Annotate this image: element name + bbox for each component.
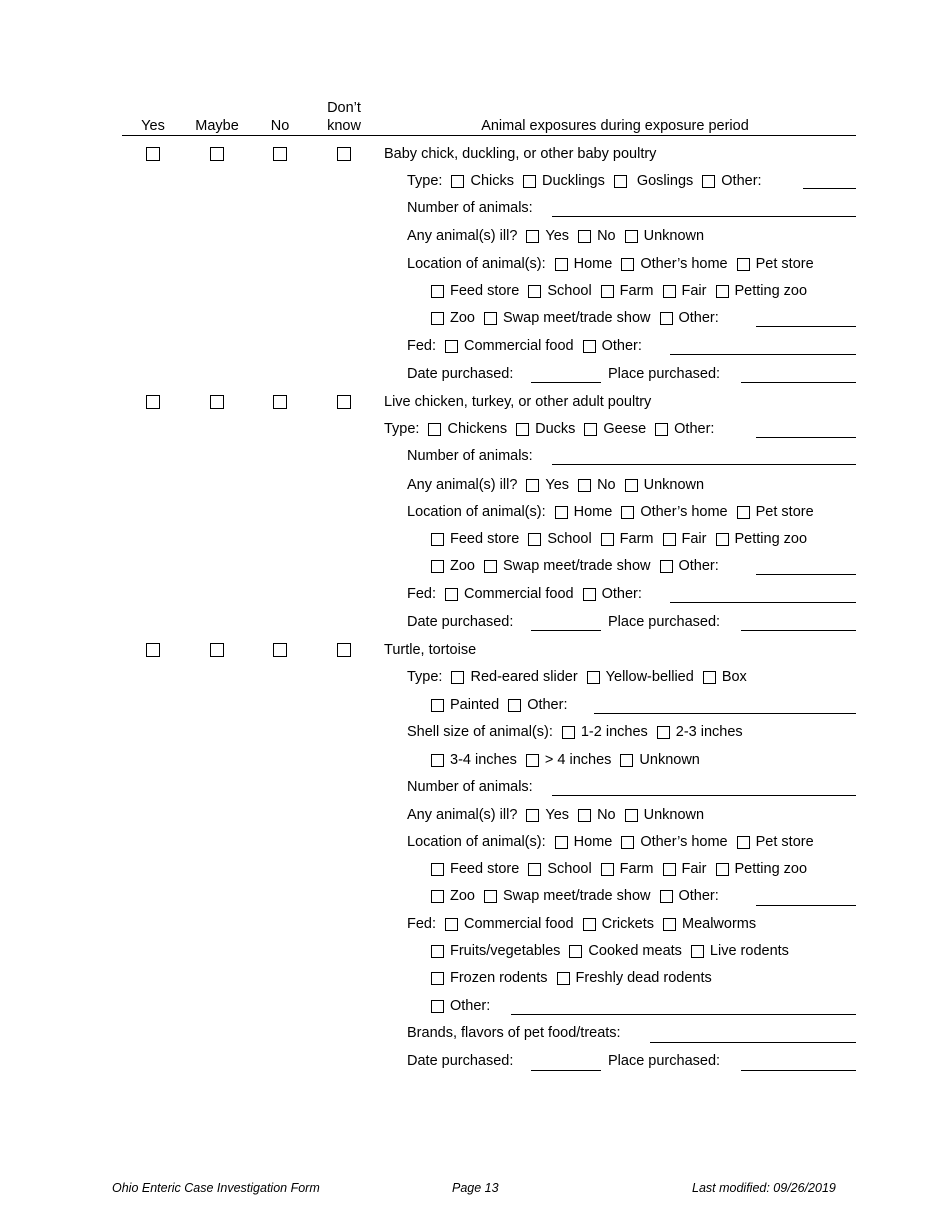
adult-fed-row: Fed: Commercial food Other: bbox=[407, 586, 642, 602]
adult-no-checkbox[interactable] bbox=[273, 395, 287, 409]
turtle-loc-swap-meet-checkbox[interactable] bbox=[484, 890, 497, 903]
header-no: No bbox=[270, 118, 290, 134]
turtle-fed-row1: Fed: Commercial food Crickets Mealworms bbox=[407, 916, 757, 932]
turtle-date-label: Date purchased: bbox=[407, 1053, 514, 1069]
chick-ill-unknown-checkbox[interactable] bbox=[625, 230, 638, 243]
chick-ill-row: Any animal(s) ill? Yes No Unknown bbox=[407, 228, 705, 244]
turtle-type-red-eared-checkbox[interactable] bbox=[451, 671, 464, 684]
turtle-fed-freshly-dead-checkbox[interactable] bbox=[557, 972, 570, 985]
turtle-shell-row1: Shell size of animal(s): 1-2 inches 2-3 inches bbox=[407, 724, 743, 740]
adult-loc-farm-checkbox[interactable] bbox=[601, 533, 614, 546]
turtle-maybe-checkbox[interactable] bbox=[210, 643, 224, 657]
adult-type-other-checkbox[interactable] bbox=[655, 423, 668, 436]
chick-date-field[interactable] bbox=[531, 382, 601, 383]
turtle-ill-row: Any animal(s) ill? Yes No Unknown bbox=[407, 807, 705, 823]
chick-fed-other-checkbox[interactable] bbox=[583, 340, 596, 353]
chick-loc-farm-checkbox[interactable] bbox=[601, 285, 614, 298]
turtle-loc-petting-zoo-checkbox[interactable] bbox=[716, 863, 729, 876]
chick-number-row: Number of animals: bbox=[407, 200, 533, 216]
chick-loc-others-home-checkbox[interactable] bbox=[621, 258, 634, 271]
chick-type-ducklings-label: Ducklings bbox=[541, 173, 605, 189]
chick-loc-feed-store-checkbox[interactable] bbox=[431, 285, 444, 298]
turtle-loc-school-checkbox[interactable] bbox=[528, 863, 541, 876]
turtle-place-label: Place purchased: bbox=[608, 1053, 721, 1069]
turtle-location-row2: Feed store School Farm Fair Petting zoo bbox=[431, 859, 807, 879]
chick-dont-know-checkbox[interactable] bbox=[337, 147, 351, 161]
chick-ill-no-checkbox[interactable] bbox=[578, 230, 591, 243]
adult-maybe-checkbox[interactable] bbox=[210, 395, 224, 409]
adult-yes-checkbox[interactable] bbox=[146, 395, 160, 409]
adult-loc-feed-store-checkbox[interactable] bbox=[431, 533, 444, 546]
chick-loc-other-field[interactable] bbox=[756, 326, 856, 327]
turtle-shell-gt4-checkbox[interactable] bbox=[526, 754, 539, 767]
adult-fed-other-field[interactable] bbox=[670, 602, 856, 603]
turtle-ill-no-checkbox[interactable] bbox=[578, 809, 591, 822]
turtle-type-row2: Painted Other: bbox=[431, 695, 567, 715]
header-dont-know-line1: Don’t bbox=[327, 100, 361, 116]
chick-number-field[interactable] bbox=[552, 216, 856, 217]
chick-loc-swap-meet-checkbox[interactable] bbox=[484, 312, 497, 325]
adult-type-geese-checkbox[interactable] bbox=[584, 423, 597, 436]
chick-no-checkbox[interactable] bbox=[273, 147, 287, 161]
turtle-fed-live-rodents-checkbox[interactable] bbox=[691, 945, 704, 958]
adult-type-ducks-checkbox[interactable] bbox=[516, 423, 529, 436]
adult-type-chickens-checkbox[interactable] bbox=[428, 423, 441, 436]
header-rule bbox=[122, 135, 856, 136]
turtle-type-box-checkbox[interactable] bbox=[703, 671, 716, 684]
turtle-shell-unknown-checkbox[interactable] bbox=[620, 754, 633, 767]
chick-type-goslings-label: Goslings bbox=[636, 173, 694, 189]
adult-date-label: Date purchased: bbox=[407, 614, 514, 630]
chick-place-field[interactable] bbox=[741, 382, 856, 383]
adult-location-row3: Zoo Swap meet/trade show Other: bbox=[431, 556, 719, 576]
chick-loc-school-checkbox[interactable] bbox=[528, 285, 541, 298]
turtle-loc-home-checkbox[interactable] bbox=[555, 836, 568, 849]
turtle-type-row1: Type: Red-eared slider Yellow-bellied Box bbox=[407, 669, 747, 685]
adult-type-row: Type: Chickens Ducks Geese Other: bbox=[384, 421, 715, 437]
turtle-loc-zoo-checkbox[interactable] bbox=[431, 890, 444, 903]
turtle-loc-other-field[interactable] bbox=[756, 905, 856, 906]
turtle-fed-crickets-checkbox[interactable] bbox=[583, 918, 596, 931]
adult-loc-home-checkbox[interactable] bbox=[555, 506, 568, 519]
chick-loc-fair-checkbox[interactable] bbox=[663, 285, 676, 298]
turtle-brands-row: Brands, flavors of pet food/treats: bbox=[407, 1025, 621, 1041]
adult-type-other-field[interactable] bbox=[756, 437, 856, 438]
turtle-type-painted-checkbox[interactable] bbox=[431, 699, 444, 712]
turtle-fed-other-field[interactable] bbox=[511, 1014, 856, 1015]
chick-location-row3: Zoo Swap meet/trade show Other: bbox=[431, 308, 719, 328]
turtle-no-checkbox[interactable] bbox=[273, 643, 287, 657]
adult-loc-other-field[interactable] bbox=[756, 574, 856, 575]
chick-maybe-checkbox[interactable] bbox=[210, 147, 224, 161]
adult-place-field[interactable] bbox=[741, 630, 856, 631]
adult-ill-row: Any animal(s) ill? Yes No Unknown bbox=[407, 477, 705, 493]
turtle-fed-cooked-meats-checkbox[interactable] bbox=[569, 945, 582, 958]
chick-type-row bbox=[407, 171, 762, 191]
footer-page-number: Page 13 bbox=[452, 1181, 499, 1195]
turtle-fed-row4: Other: bbox=[431, 996, 490, 1016]
turtle-place-field[interactable] bbox=[741, 1070, 856, 1071]
turtle-shell-2-3-checkbox[interactable] bbox=[657, 726, 670, 739]
turtle-yes-checkbox[interactable] bbox=[146, 643, 160, 657]
turtle-type-yellow-bellied-checkbox[interactable] bbox=[587, 671, 600, 684]
chick-type-other-checkbox[interactable] bbox=[702, 175, 715, 188]
chick-type-chicks-checkbox[interactable] bbox=[451, 175, 464, 188]
chick-place-label: Place purchased: bbox=[608, 366, 721, 382]
adult-fed-commercial-checkbox[interactable] bbox=[445, 588, 458, 601]
turtle-type-other-field[interactable] bbox=[594, 713, 856, 714]
turtle-location-row3: Zoo Swap meet/trade show Other: bbox=[431, 886, 719, 906]
header-maybe: Maybe bbox=[195, 118, 239, 134]
chick-location-row1: Location of animal(s): Home Other’s home Pet store bbox=[407, 256, 814, 272]
adult-loc-pet-store-checkbox[interactable] bbox=[737, 506, 750, 519]
turtle-loc-other-checkbox[interactable] bbox=[660, 890, 673, 903]
turtle-number-row: Number of animals: bbox=[407, 779, 533, 795]
chick-type-ducklings-checkbox[interactable] bbox=[523, 175, 536, 188]
adult-title: Live chicken, turkey, or other adult poultry bbox=[384, 394, 652, 410]
turtle-loc-others-home-checkbox[interactable] bbox=[621, 836, 634, 849]
turtle-fed-commercial-checkbox[interactable] bbox=[445, 918, 458, 931]
chick-type-goslings-checkbox[interactable] bbox=[614, 175, 627, 188]
chick-fed-other-field[interactable] bbox=[670, 354, 856, 355]
turtle-fed-mealworms-checkbox[interactable] bbox=[663, 918, 676, 931]
turtle-loc-pet-store-checkbox[interactable] bbox=[737, 836, 750, 849]
adult-place-label: Place purchased: bbox=[608, 614, 721, 630]
adult-loc-fair-checkbox[interactable] bbox=[663, 533, 676, 546]
adult-loc-petting-zoo-checkbox[interactable] bbox=[716, 533, 729, 546]
chick-ill-yes-checkbox[interactable] bbox=[526, 230, 539, 243]
turtle-fed-frozen-rodents-checkbox[interactable] bbox=[431, 972, 444, 985]
adult-loc-others-home-checkbox[interactable] bbox=[621, 506, 634, 519]
turtle-shell-3-4-checkbox[interactable] bbox=[431, 754, 444, 767]
adult-number-row: Number of animals: bbox=[407, 448, 533, 464]
chick-fed-row: Fed: Commercial food Other: bbox=[407, 338, 642, 354]
adult-ill-unknown-checkbox[interactable] bbox=[625, 479, 638, 492]
chick-loc-pet-store-checkbox[interactable] bbox=[737, 258, 750, 271]
adult-date-field[interactable] bbox=[531, 630, 601, 631]
chick-type-other-field[interactable] bbox=[803, 188, 856, 189]
adult-location-row1: Location of animal(s): Home Other’s home Pet store bbox=[407, 504, 814, 520]
chick-type-chicks-label: Chicks bbox=[470, 173, 514, 189]
turtle-fed-fruits-checkbox[interactable] bbox=[431, 945, 444, 958]
turtle-date-field[interactable] bbox=[531, 1070, 601, 1071]
turtle-ill-unknown-checkbox[interactable] bbox=[625, 809, 638, 822]
turtle-fed-row2: Fruits/vegetables Cooked meats Live rodents bbox=[431, 941, 789, 961]
adult-loc-other-checkbox[interactable] bbox=[660, 560, 673, 573]
header-yes: Yes bbox=[141, 118, 165, 134]
turtle-dont-know-checkbox[interactable] bbox=[337, 643, 351, 657]
turtle-type-other-checkbox[interactable] bbox=[508, 699, 521, 712]
chick-loc-zoo-checkbox[interactable] bbox=[431, 312, 444, 325]
adult-dont-know-checkbox[interactable] bbox=[337, 395, 351, 409]
chick-location-row2: Feed store School Farm Fair Petting zoo bbox=[431, 281, 807, 301]
adult-location-row2: Feed store School Farm Fair Petting zoo bbox=[431, 529, 807, 549]
turtle-ill-yes-checkbox[interactable] bbox=[526, 809, 539, 822]
turtle-shell-row2: 3-4 inches > 4 inches Unknown bbox=[431, 750, 700, 770]
adult-ill-yes-checkbox[interactable] bbox=[526, 479, 539, 492]
adult-number-field[interactable] bbox=[552, 464, 856, 465]
chick-fed-commercial-checkbox[interactable] bbox=[445, 340, 458, 353]
header-exposures: Animal exposures during exposure period bbox=[481, 118, 749, 134]
chick-date-label: Date purchased: bbox=[407, 366, 514, 382]
adult-ill-no-checkbox[interactable] bbox=[578, 479, 591, 492]
chick-loc-other-checkbox[interactable] bbox=[660, 312, 673, 325]
chick-type-label: Type: bbox=[407, 173, 443, 189]
turtle-location-row1: Location of animal(s): Home Other’s home Pet store bbox=[407, 834, 814, 850]
turtle-brands-field[interactable] bbox=[650, 1042, 856, 1043]
chick-loc-home-checkbox[interactable] bbox=[555, 258, 568, 271]
chick-type-other-label: Other: bbox=[721, 173, 762, 189]
footer-form-name: Ohio Enteric Case Investigation Form bbox=[112, 1181, 320, 1195]
turtle-loc-feed-store-checkbox[interactable] bbox=[431, 863, 444, 876]
chick-title: Baby chick, duckling, or other baby poultry bbox=[384, 146, 657, 162]
chick-yes-checkbox[interactable] bbox=[146, 147, 160, 161]
adult-loc-zoo-checkbox[interactable] bbox=[431, 560, 444, 573]
adult-fed-other-checkbox[interactable] bbox=[583, 588, 596, 601]
header-dont-know-line2: know bbox=[327, 118, 361, 134]
adult-loc-school-checkbox[interactable] bbox=[528, 533, 541, 546]
turtle-loc-fair-checkbox[interactable] bbox=[663, 863, 676, 876]
footer-last-modified: Last modified: 09/26/2019 bbox=[692, 1181, 836, 1195]
turtle-fed-row3: Frozen rodents Freshly dead rodents bbox=[431, 968, 712, 988]
adult-loc-swap-meet-checkbox[interactable] bbox=[484, 560, 497, 573]
turtle-loc-farm-checkbox[interactable] bbox=[601, 863, 614, 876]
turtle-number-field[interactable] bbox=[552, 795, 856, 796]
turtle-shell-1-2-checkbox[interactable] bbox=[562, 726, 575, 739]
turtle-title: Turtle, tortoise bbox=[384, 642, 477, 658]
chick-loc-petting-zoo-checkbox[interactable] bbox=[716, 285, 729, 298]
turtle-fed-other-checkbox[interactable] bbox=[431, 1000, 444, 1013]
